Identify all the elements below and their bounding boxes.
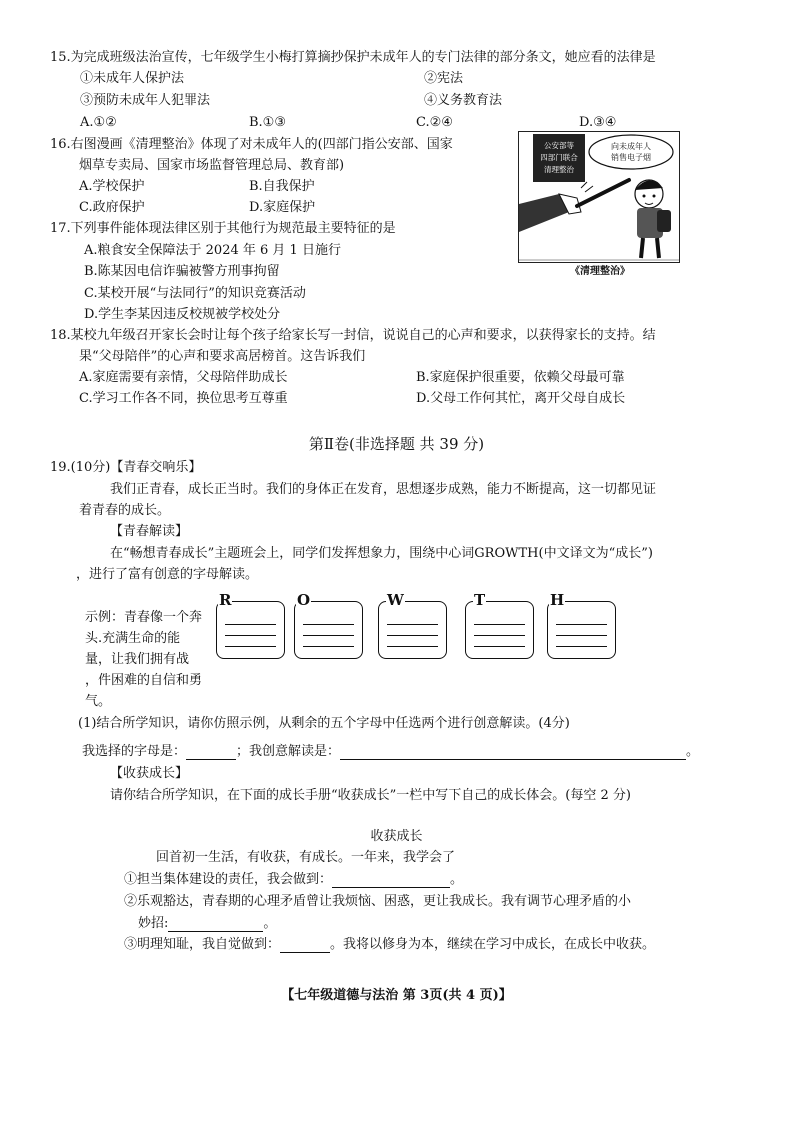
q19-fill1 [82,744,699,760]
harvest-item-3 [124,937,655,953]
harvest-item-2-end: 。 [263,916,277,931]
q18-option-c: C.学习工作各不同，换位思考互尊重 [79,391,288,406]
q15-option-c: C.②④ [416,115,453,130]
harvest-item-3-label: ③明理知耻，我自觉做到： [124,937,281,952]
harvest-item-1 [124,872,463,888]
harvest-intro: 回首初一生活，有收获，有成长。一年来，我学会了 [156,850,456,865]
fill1-label-b: ；我创意解读是： [236,744,341,759]
svg-text:清理整治: 清理整治 [544,165,574,174]
cartoon-caption: 《清理整治》 [570,266,630,277]
harvest-item-2-line1: ②乐观豁达，青春期的心理矛盾曾让我烦恼、困惑，更让我成长。我有调节心理矛盾的小 [124,894,632,909]
example-line: 头.充满生命的能 [85,631,181,646]
page-footer: 【七年级道德与法治 第 3页(共 4 页)】 [281,988,512,1003]
svg-text:公安部等: 公安部等 [544,141,574,150]
example-line: 气。 [85,694,112,709]
letter-t: T [474,591,486,609]
letter-o: O [297,591,311,609]
q19-sub1-line1: 在“畅想青春成长”主题班会上，同学们发挥想象力，围绕中心词GROWTH(中文译文为“成长”) [110,546,653,561]
svg-text:销售电子烟: 销售电子烟 [611,153,651,162]
q16-stem-line1: 16.右图漫画《清理整治》体现了对未成年人的(四部门指公安部、国家 [50,137,453,152]
q18-option-b: B.家庭保护很重要，依赖父母最可靠 [416,370,625,385]
q17-option-b: B.陈某因电信诈骗被警方刑事拘留 [84,264,280,279]
q15-item-4: ④义务教育法 [424,93,503,108]
q17-option-d: D.学生李某因违反校规被学校处分 [84,307,281,322]
cartoon-image [518,131,680,263]
harvest-item-2-label: 妙招: [138,916,169,931]
harvest-blank-1[interactable] [332,873,450,888]
harvest-blank-3[interactable] [280,938,330,953]
harvest-item-3-rest: 。我将以修身为本，继续在学习中成长，在成长中收获。 [330,937,656,952]
q19-intro-line1: 我们正青春，成长正当时。我们的身体正在发育，思想逐步成熟，能力不断提高，这一切都见证 [110,482,657,497]
q17-stem: 17.下列事件能体现法律区别于其他行为规范最主要特征的是 [50,221,396,236]
harvest-title: 收获成长 [370,829,423,844]
footer-wrap [0,988,793,1004]
interpretation-blank[interactable] [340,745,686,760]
q15-option-d: D.③④ [579,115,617,130]
svg-text:四部门联合: 四部门联合 [540,153,578,162]
letter-h: H [550,591,565,609]
q19-sub2-line: 请你结合所学知识，在下面的成长手册“收获成长”一栏中写下自己的成长体会。(每空 2 分) [110,788,631,803]
q15-item-3: ③预防未成年人犯罪法 [80,93,211,108]
letter-w: W [387,591,404,609]
q19-part1: (1)结合所学知识，请你仿照示例，从剩余的五个字母中任选两个进行创意解读。(4分) [78,716,570,731]
q16-option-b: B.自我保护 [249,179,315,194]
q16-stem-line2: 烟草专卖局、国家市场监督管理总局、教育部) [79,158,345,173]
q19-intro-line2: 着青春的成长。 [79,503,171,518]
q16-option-a: A.学校保护 [79,179,145,194]
harvest-blank-2[interactable] [168,917,263,932]
harvest-item-2-line2 [138,916,276,932]
harvest-item-1-end: 。 [450,872,464,887]
q16-option-c: C.政府保护 [79,200,145,215]
q16-option-d: D.家庭保护 [249,200,316,215]
svg-text:向未成年人: 向未成年人 [611,142,651,151]
example-block [85,607,202,712]
q15-stem: 15.为完成班级法治宣传，七年级学生小梅打算摘抄保护未成年人的专门法律的部分条文，她应看的法律是 [50,50,656,65]
harvest-title-wrap [0,829,793,845]
q17-option-c: C.某校开展“与法同行”的知识竞赛活动 [84,286,306,301]
q19-sub2-title: 【收获成长】 [110,766,189,781]
section-2-title [0,435,793,454]
q18-option-a: A.家庭需要有亲情，父母陪伴助成长 [79,370,288,385]
q15-option-b: B.①③ [249,115,286,130]
q18-stem-line2: 果“父母陪伴”的心声和要求高居榜首。这告诉我们 [79,349,366,364]
letter-r: R [219,591,232,609]
fill1-end: 。 [686,744,700,759]
q18-option-d: D.父母工作何其忙，离开父母自成长 [416,391,626,406]
example-line: ，件困难的自信和勇 [85,673,203,688]
q15-option-a: A.①② [80,115,117,130]
q19-header: 19.(10分)【青春交响乐】 [50,460,202,475]
fill1-label-a: 我选择的字母是： [82,744,187,759]
q18-stem-line1: 18.某校九年级召开家长会时让每个孩子给家长写一封信，说说自己的心声和要求，以获得家长的支持。结 [50,328,656,343]
q19-sub1-title: 【青春解读】 [110,524,189,539]
example-line: 示例：青春像一个奔 [85,610,203,625]
letter-choice-blank[interactable] [186,745,236,760]
q17-option-a: A.粮食安全保障法于 2024 年 6 月 1 日施行 [84,243,341,258]
harvest-item-1-text: ①担当集体建设的责任，我会做到： [124,872,333,887]
q15-item-2: ②宪法 [424,71,464,86]
example-line: 量，让我们拥有战 [85,652,190,667]
q19-sub1-line2: ，进行了富有创意的字母解读。 [76,567,259,582]
section-2-title-text: 第Ⅱ卷(非选择题 共 39 分) [308,435,485,453]
q15-item-1: ①未成年人保护法 [80,71,185,86]
